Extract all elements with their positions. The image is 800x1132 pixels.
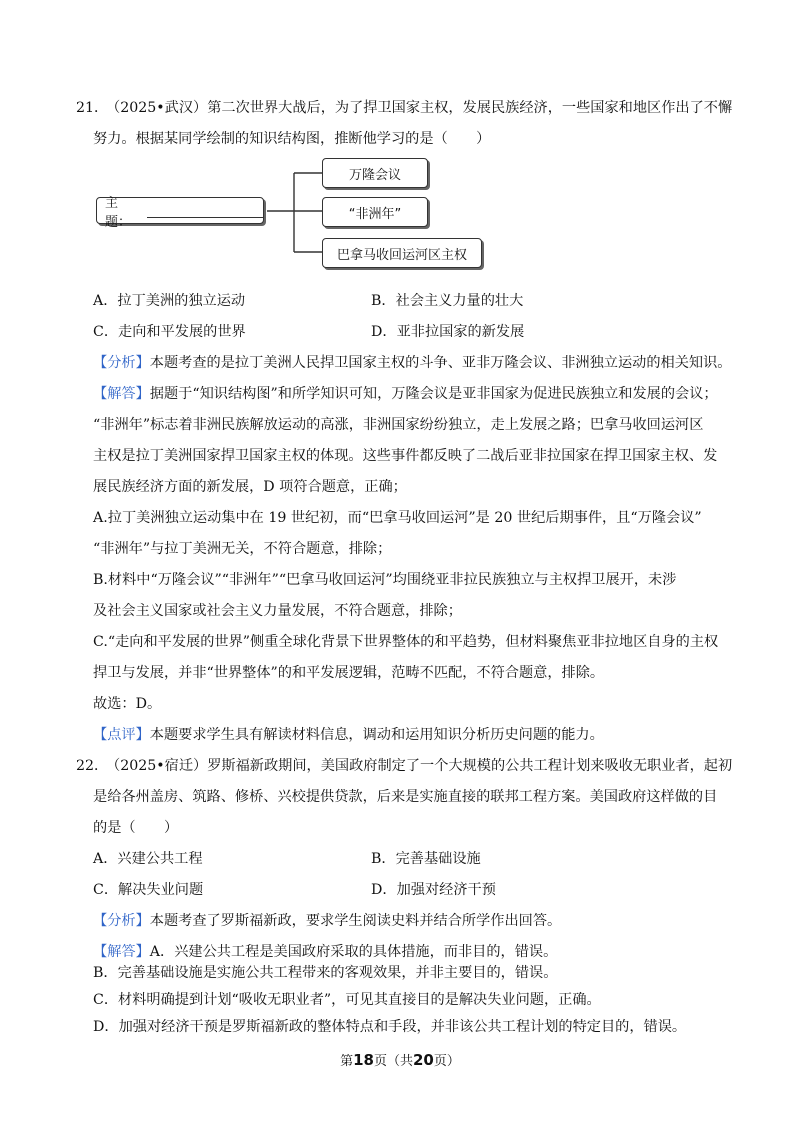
option-b: B．完善基础设施 xyxy=(371,851,481,867)
answer-line: “非洲年”标志着非洲民族解放运动的高涨，非洲国家纷纷独立，走上发展之路；巴拿马收回运河区 xyxy=(93,417,704,433)
analysis-tag: 【分析】 xyxy=(93,355,150,371)
option-c: C．解决失业问题 xyxy=(93,882,204,898)
theme-label: 主题： xyxy=(105,195,132,230)
question-stem: （2025•宿迁）罗斯福新政期间，美国政府制定了一个大规模的公共工程计划来吸收无职业者，起初 xyxy=(106,758,733,774)
answer-line: 据题于“知识结构图”和所学知识可知，万隆会议是亚非国家为促进民族独立和发展的会议； xyxy=(149,386,718,402)
answer-line: C.“走向和平发展的世界”侧重全球化背景下世界整体的和平趋势，但材料聚焦亚非拉地区自身的主权 xyxy=(93,634,719,650)
question-number: 22． xyxy=(76,758,109,774)
question-stem: 努力。根据某同学绘制的知识结构图，推断他学习的是（ ） xyxy=(93,131,491,147)
answer-line: B．完善基础设施是实施公共工程带来的客观效果，并非主要目的，错误。 xyxy=(93,965,558,981)
option-a: A．兴建公共工程 xyxy=(93,851,203,867)
option-b: B．社会主义力量的壮大 xyxy=(371,293,524,309)
analysis-row xyxy=(93,353,731,373)
answer-tag: 【解答】 xyxy=(93,386,150,402)
question-stem: 是给各州盖房、筑路、修桥、兴校提供贷款，后来是实施直接的联邦工程方案。美国政府这样做的目 xyxy=(93,789,718,805)
footer-total-pages: 20 xyxy=(413,1051,434,1069)
option-a: A．拉丁美洲的独立运动 xyxy=(93,293,246,309)
answer-line: 故选：D。 xyxy=(93,696,162,712)
page-footer xyxy=(0,1050,800,1069)
theme-blank xyxy=(147,203,263,218)
answer-line: A.拉丁美洲独立运动集中在 19 世纪初，而“巴拿马收回运河”是 20 世纪后期事件，且“万隆会议” xyxy=(93,510,702,526)
footer-prefix: 第 xyxy=(340,1054,354,1069)
diagram-item-africa-year: “非洲年” xyxy=(322,197,428,227)
analysis-text: 本题考查的是拉丁美洲人民捍卫国家主权的斗争、亚非万隆会议、非洲独立运动的相关知识。 xyxy=(149,355,732,371)
question-stem: （2025•武汉）第二次世界大战后，为了捍卫国家主权，发展民族经济，一些国家和地区作出了不懈 xyxy=(106,100,733,116)
analysis-row xyxy=(93,911,561,931)
answer-line: “非洲年”与拉丁美洲无关，不符合题意，排除； xyxy=(93,541,392,557)
theme-box xyxy=(96,195,264,230)
footer-middle: 页（共 xyxy=(373,1054,413,1069)
analysis-tag: 【分析】 xyxy=(93,913,150,929)
answer-line: C．材料明确提到计划“吸收无职业者”，可见其直接目的是解决失业问题，正确。 xyxy=(93,992,601,1008)
analysis-text: 本题考查了罗斯福新政，要求学生阅读史料并结合所学作出回答。 xyxy=(149,913,562,929)
footer-suffix: 页） xyxy=(433,1054,460,1069)
answer-line: 主权是拉丁美洲国家捍卫国家主权的体现。这些事件都反映了二战后亚非拉国家在捍卫国家主权、发 xyxy=(93,448,718,464)
comment-text: 本题要求学生具有解读材料信息，调动和运用知识分析历史问题的能力。 xyxy=(149,727,604,743)
comment-row xyxy=(93,725,604,745)
answer-row xyxy=(93,384,718,404)
knowledge-structure-diagram xyxy=(0,0,800,300)
option-d: D．加强对经济干预 xyxy=(371,882,496,898)
diagram-item-bandung: 万隆会议 xyxy=(322,158,428,188)
question-number: 21． xyxy=(76,100,109,116)
comment-tag: 【点评】 xyxy=(93,727,150,743)
answer-line: A．兴建公共工程是美国政府采取的具体措施，而非目的，错误。 xyxy=(149,944,558,960)
option-c: C．走向和平发展的世界 xyxy=(93,324,246,340)
diagram-item-panama: 巴拿马收回运河区主权 xyxy=(322,238,482,268)
answer-line: 捍卫与发展，并非“世界整体”的和平发展逻辑，范畴不匹配，不符合题意，排除。 xyxy=(93,665,605,681)
answer-line: 展民族经济方面的新发展，D 项符合题意，正确； xyxy=(93,479,407,495)
answer-line: B.材料中“万隆会议”“非洲年”“巴拿马收回运河”均围绕亚非拉民族独立与主权捍卫展开，未涉 xyxy=(93,572,677,588)
footer-page-number: 18 xyxy=(353,1051,374,1069)
answer-row xyxy=(93,942,557,962)
answer-line: 及社会主义国家或社会主义力量发展，不符合题意，排除； xyxy=(93,603,462,619)
option-d: D．亚非拉国家的新发展 xyxy=(371,324,525,340)
answer-tag: 【解答】 xyxy=(93,944,150,960)
answer-line: D．加强对经济干预是罗斯福新政的整体特点和手段，并非该公共工程计划的特定目的，错误。 xyxy=(93,1019,687,1035)
question-stem: 的是（ ） xyxy=(93,820,179,836)
diagram-connectors xyxy=(0,0,800,300)
